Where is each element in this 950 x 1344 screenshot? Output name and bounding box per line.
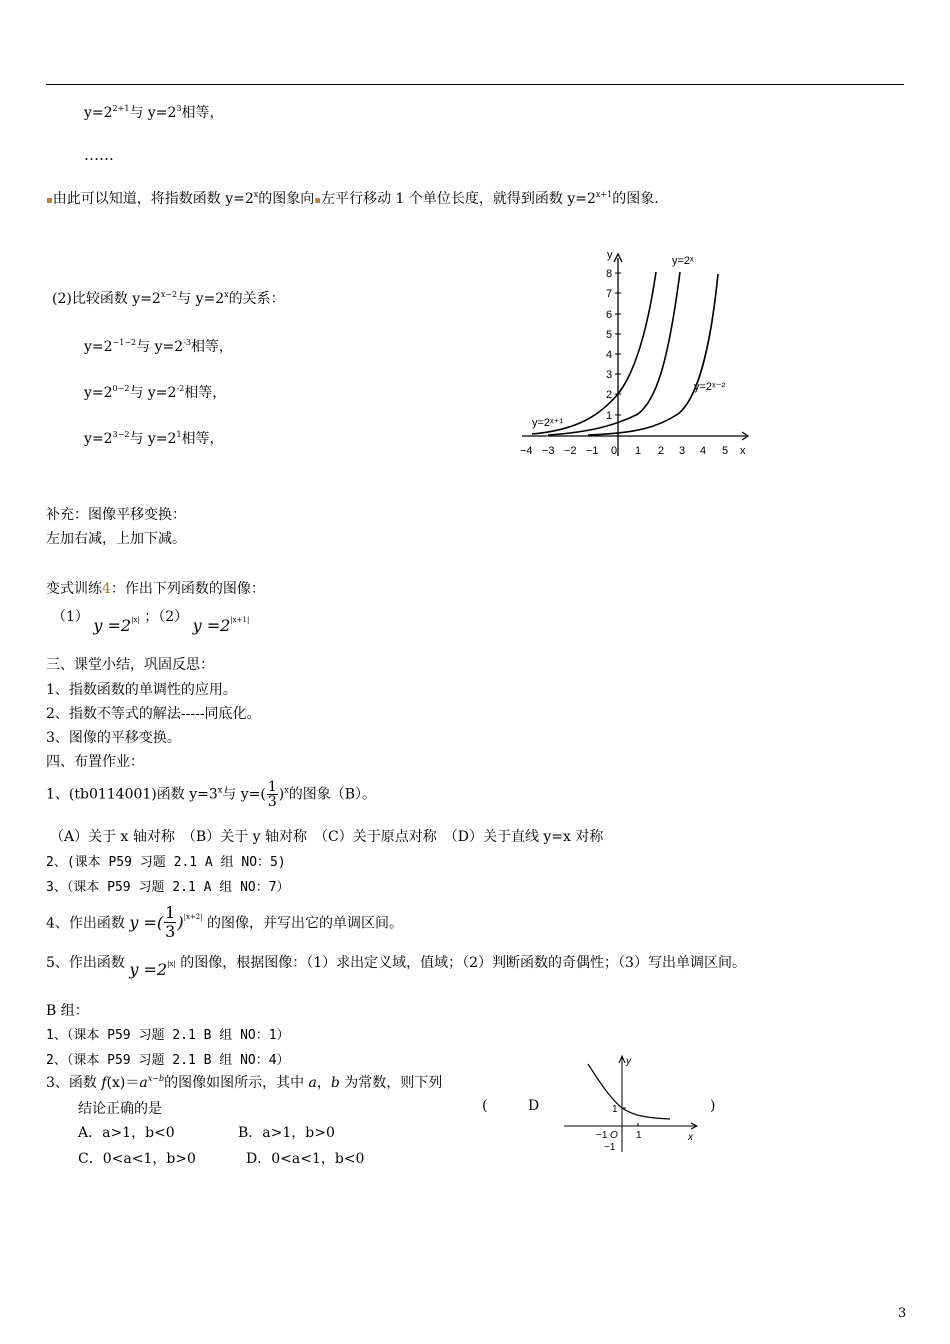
summary-item-3: 3、图像的平移变换。 — [46, 730, 181, 746]
compare-heading: (2)比较函数 $y=2^{x-2}$与 $y=2^x$的关系： — [52, 290, 285, 307]
x-tick: 3 — [679, 445, 686, 457]
graph2-x-label: x — [688, 1132, 693, 1143]
homework-4: 4、作出函数 y =( $\frac{1}{3}$ )$^{|x+2|}$ 的图像，并写出它的单调区间。 — [46, 903, 404, 941]
compare-row-1: $y=2^{-1-2}$与 $y=2^{-3}$相等， — [84, 338, 233, 355]
x-tick: −2 — [564, 445, 577, 457]
graph1-y-label: y — [607, 249, 613, 261]
homework-2: 2、(课本 P59 习题 2.1 A 组 NO：5) — [46, 855, 286, 870]
group-b-item-3-line2: 结论正确的是 — [78, 1101, 162, 1117]
fraction-one-third: $\frac{1}{3}$ — [165, 903, 176, 941]
graph2-y-label: y — [626, 1056, 631, 1067]
edit-marker: ▪ — [46, 195, 53, 206]
option-a: A．a>1，b<0 — [78, 1125, 175, 1141]
y-tick: 6 — [606, 309, 613, 321]
graph2-label: 1 — [636, 1130, 642, 1141]
x-tick: −4 — [520, 445, 533, 457]
x-tick: 4 — [700, 445, 707, 457]
homework-5: 5、作出函数 $y =2^{|x|}$ 的图像，根据图像：（1）求出定义域，值域；（2）判断函数的奇偶性；（3）写出单调区间。 — [46, 955, 746, 979]
x-tick: 2 — [658, 445, 665, 457]
curve-y2x — [548, 272, 680, 435]
ellipsis: …… — [84, 146, 114, 164]
answer-paren-left: ( — [482, 1098, 488, 1114]
label-y2x-plus1: y=2ˣ⁺¹ — [532, 417, 564, 429]
conclusion-text: ▪由此可以知道，将指数函数 $y=2^x$的图象向▪左平行移动 1 个单位长度，就得到函数 $y=2^{x+1}$的图象. — [46, 190, 659, 207]
equality-line-1: $y=2^{2+1}$与 $y=2^3$相等， — [84, 104, 224, 121]
homework-1-options: （A）关于 x 轴对称 （B）关于 y 轴对称 （C）关于原点对称 （D）关于直线 y=x 对称 — [50, 829, 604, 845]
y-tick: 8 — [606, 268, 613, 280]
section-homework-title: 四、布置作业： — [46, 754, 144, 770]
supplement-title: 补充：图像平移变换： — [46, 507, 186, 523]
section-summary-title: 三、课堂小结，巩固反思： — [46, 657, 214, 673]
curve-fx — [588, 1064, 670, 1119]
graph2-label: −1 — [596, 1130, 608, 1141]
option-c: C．0<a<1，b>0 — [78, 1151, 196, 1167]
y-tick: 2 — [606, 389, 613, 401]
label-y2x-minus2: y=2ˣ⁻² — [694, 381, 726, 393]
edit-marker: ▪ — [314, 195, 322, 206]
graph2-label: O — [610, 1130, 618, 1141]
group-b-title: B 组： — [46, 1003, 89, 1019]
homework-3: 3、（课本 P59 习题 2.1 A 组 NO：7） — [46, 880, 290, 895]
option-d: D．0<a<1，b<0 — [246, 1151, 365, 1167]
y-tick: 1 — [606, 410, 613, 422]
graph1-x-label: x — [740, 445, 746, 457]
y-tick: 4 — [606, 349, 613, 361]
group-b-item-2: 2、（课本 P59 习题 2.1 B 组 NO：4） — [46, 1053, 290, 1068]
graph2-label: −1 — [604, 1142, 616, 1153]
curve-y2x-plus1 — [532, 272, 656, 434]
y-tick: 7 — [606, 288, 613, 300]
exponential-translation-graph — [518, 244, 758, 464]
supplement-rule: 左加右减，上加下减。 — [46, 531, 186, 547]
x-tick: 0 — [611, 445, 618, 457]
fraction-one-third: $\frac{1}{3}$ — [267, 779, 277, 810]
answer-value: D — [528, 1098, 540, 1114]
compare-row-2: $y=2^{0-2}$与 $y=2^{-2}$相等， — [84, 384, 227, 401]
homework-1: 1、(tb0114001)函数 $y=3^x$与 y=( $\frac{1}{3}$ )$^x$的图象（B）。 — [46, 779, 377, 810]
variant-training-4: 变式训练4：作出下列函数的图像： — [46, 581, 265, 597]
x-tick: 5 — [722, 445, 729, 457]
y-tick: 5 — [606, 329, 613, 341]
answer-paren-right: ) — [710, 1098, 716, 1114]
x-tick: −1 — [586, 445, 599, 457]
x-tick: 1 — [635, 445, 642, 457]
group-b-item-3: 3、函数 $f(x)=a^{x-b}$的图像如图所示，其中 a，b 为常数，则下列 — [46, 1074, 443, 1091]
option-b: B．a>1，b>0 — [238, 1125, 335, 1141]
label-y2x: y=2ˣ — [672, 255, 694, 267]
y-tick: 3 — [606, 369, 613, 381]
header-rule — [46, 84, 904, 85]
x-tick: −3 — [542, 445, 555, 457]
page-number: 3 — [898, 1306, 907, 1321]
summary-item-2: 2、指数不等式的解法-----同底化。 — [46, 706, 261, 722]
graph2-label: 1 — [612, 1104, 618, 1115]
variant-formulas: （1） $y =2^{|x|}$ ；（2） $y =2^{|x+1|}$ — [52, 609, 250, 635]
summary-item-1: 1、指数函数的单调性的应用。 — [46, 682, 237, 698]
decreasing-exponential-graph — [560, 1052, 710, 1156]
group-b-item-1: 1、（课本 P59 习题 2.1 B 组 NO：1） — [46, 1028, 290, 1043]
compare-row-3: $y=2^{3-2}$与 $y=2^1$相等， — [84, 430, 224, 447]
